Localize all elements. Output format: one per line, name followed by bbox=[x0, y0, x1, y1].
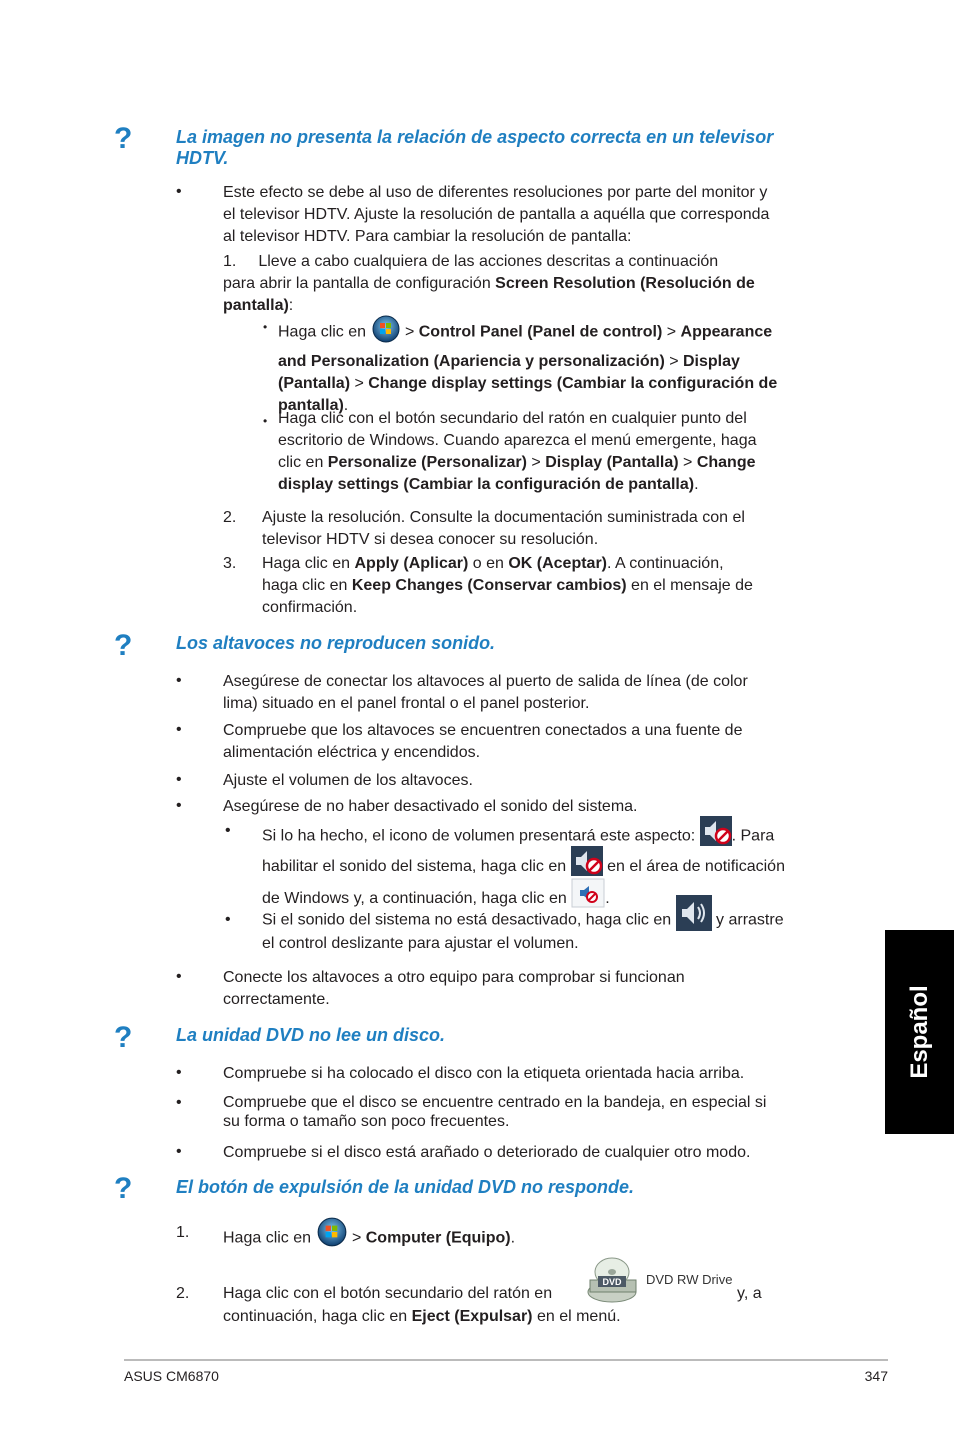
step-3: Haga clic en Apply (Aplicar) o en OK (Aceptar). A continuación, haga clic en Keep Changes (Conservar cambios) en el mensaje de confirmación. bbox=[262, 555, 753, 616]
windows-start-icon[interactable] bbox=[316, 1216, 348, 1261]
footer-rule bbox=[124, 1359, 888, 1361]
language-tab bbox=[885, 930, 954, 1134]
sub-bullet: • bbox=[225, 911, 231, 928]
dvd-rw-drive-icon[interactable] bbox=[584, 1252, 734, 1308]
paragraph: Asegúrese de conectar los altavoces al puerto de salida de línea (de color lima) situado en el panel frontal o el panel posterior. bbox=[223, 673, 748, 712]
language-tab-label: Español bbox=[905, 985, 933, 1079]
paragraph: Este efecto se debe al uso de diferentes resoluciones por parte del monitor y el televisor HDTV. Ajuste la resolución de pantalla a aquélla que corresponda al televisor HDTV. Para cambiar la resolución de pantalla: bbox=[223, 184, 770, 245]
step-1: 1. Lleve a cabo cualquiera de las acciones descritas a continuación para abrir la pantalla de configuración Screen Resolution (Resolución de pantalla): bbox=[223, 253, 755, 314]
paragraph: Ajuste el volumen de los altavoces. bbox=[223, 772, 473, 789]
step-2-text-post: y, a bbox=[737, 1285, 762, 1302]
sub-bullet: • bbox=[263, 414, 268, 428]
sub-bullet: • bbox=[263, 320, 268, 334]
bullet: • bbox=[176, 797, 182, 814]
sub-bullet: • bbox=[225, 822, 231, 839]
step-2-text: Haga clic con el botón secundario del ratón en bbox=[223, 1285, 553, 1302]
windows-start-icon[interactable] bbox=[371, 314, 401, 351]
sub-step-volume: Si el sonido del sistema no está desactivado, haga clic en y arrastre el control deslizante para ajustar el volumen. bbox=[262, 895, 842, 955]
step-2-num: 2. bbox=[176, 1285, 190, 1302]
section-title-cont: HDTV. bbox=[176, 148, 229, 168]
speaker-icon[interactable] bbox=[676, 895, 712, 946]
step-3-num: 3. bbox=[223, 555, 237, 572]
question-icon: ? bbox=[114, 629, 133, 662]
bullet: • bbox=[176, 183, 182, 200]
bullet: • bbox=[176, 968, 182, 985]
bullet: • bbox=[176, 721, 182, 738]
bullet: • bbox=[176, 672, 182, 689]
paragraph: Compruebe que el disco se encuentre centrado en la bandeja, en especial si su forma o tamaño son poco frecuentes. bbox=[223, 1094, 767, 1130]
sub-step-a: Haga clic en > Control Panel (Panel de control) > Appearance and Personalization (Apariencia y personalización) > Display (Pantalla) > Change display settings (Cambiar la configuración de pantalla). bbox=[278, 314, 838, 417]
footer-model: ASUS CM6870 bbox=[124, 1368, 219, 1384]
bullet: • bbox=[176, 1094, 182, 1111]
step-2-line2: continuación, haga clic en Eject (Expulsar) en el menú. bbox=[223, 1308, 621, 1325]
section-title: Los altavoces no reproducen sonido. bbox=[176, 633, 496, 653]
question-icon: ? bbox=[114, 122, 133, 155]
dvd-badge: DVD bbox=[602, 1277, 622, 1287]
dvd-drive-label: DVD RW Drive bbox=[646, 1272, 733, 1287]
bullet: • bbox=[176, 771, 182, 788]
section-title: La imagen no presenta la relación de aspecto correcta en un televisor bbox=[176, 127, 774, 147]
paragraph: Conecte los altavoces a otro equipo para comprobar si funcionan correctamente. bbox=[223, 969, 685, 1008]
section-title: La unidad DVD no lee un disco. bbox=[176, 1025, 446, 1045]
section-title: El botón de expulsión de la unidad DVD no responde. bbox=[176, 1177, 635, 1197]
step-1: Haga clic en > Computer (Equipo). bbox=[223, 1216, 515, 1250]
step-1-num: 1. bbox=[176, 1224, 190, 1241]
sub-step-mute: Si lo ha hecho, el icono de volumen presentará este aspecto: . Para habilitar el sonido del sistema, haga clic en en el área de notificación de Windows y, a continuación, haga clic en . bbox=[262, 816, 842, 910]
step-2-num: 2. bbox=[223, 509, 237, 526]
paragraph: Compruebe que los altavoces se encuentren conectados a una fuente de alimentación eléctrica y encendidos. bbox=[223, 722, 743, 761]
question-icon: ? bbox=[114, 1172, 133, 1205]
page-number: 347 bbox=[864, 1368, 888, 1384]
paragraph: Asegúrese de no haber desactivado el sonido del sistema. bbox=[223, 798, 638, 815]
question-icon: ? bbox=[114, 1021, 133, 1054]
bullet: • bbox=[176, 1064, 182, 1081]
paragraph: Compruebe si ha colocado el disco con la etiqueta orientada hacia arriba. bbox=[223, 1065, 745, 1082]
step-2: Ajuste la resolución. Consulte la documentación suministrada con el televisor HDTV si desea conocer su resolución. bbox=[262, 509, 745, 548]
bullet: • bbox=[176, 1143, 182, 1160]
sub-step-b: Haga clic con el botón secundario del ratón en cualquier punto del escritorio de Windows. Cuando aparezca el menú emergente, haga clic en Personalize (Personalizar) > Display (Pantalla) > Change display settings (Cambiar la configuración de pantalla). bbox=[278, 410, 757, 493]
paragraph: Compruebe si el disco está arañado o deteriorado de cualquier otro modo. bbox=[223, 1144, 751, 1161]
